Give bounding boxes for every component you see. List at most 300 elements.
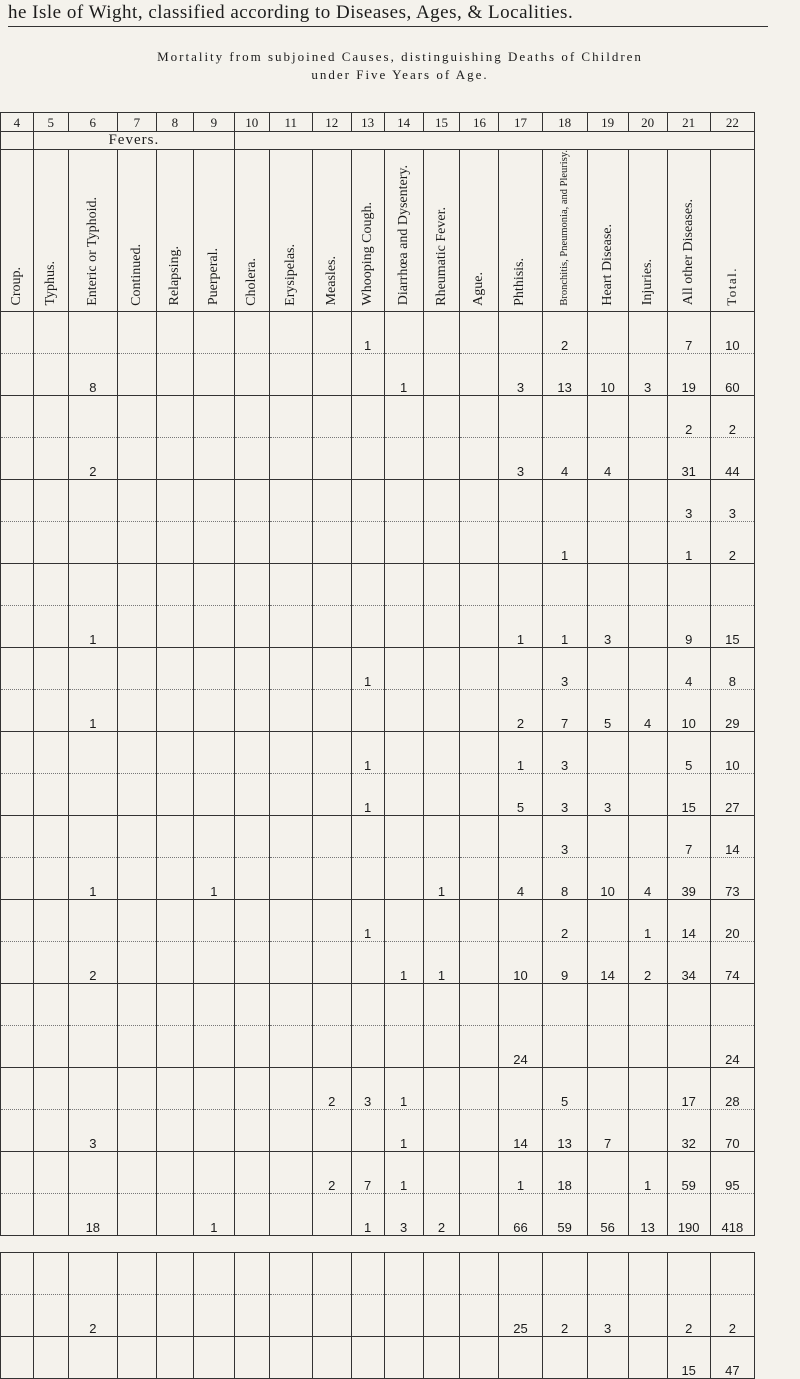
table-cell bbox=[460, 1067, 499, 1109]
table-cell bbox=[351, 1025, 384, 1067]
table-cell bbox=[193, 353, 234, 395]
table-cell bbox=[269, 479, 312, 521]
table-cell: 44 bbox=[710, 437, 754, 479]
table-cell bbox=[423, 1252, 460, 1294]
table-cell: 7 bbox=[587, 1109, 628, 1151]
table-cell: 8 bbox=[542, 857, 587, 899]
table-cell: 39 bbox=[667, 857, 710, 899]
table-cell bbox=[499, 1252, 542, 1294]
table-cell: 7 bbox=[667, 815, 710, 857]
table-cell bbox=[499, 563, 542, 605]
table-cell bbox=[193, 479, 234, 521]
table-cell bbox=[460, 857, 499, 899]
table-cell bbox=[312, 353, 351, 395]
column-number: 13 bbox=[351, 113, 384, 132]
fevers-header-row bbox=[1, 132, 755, 150]
table-cell bbox=[193, 605, 234, 647]
table-cell bbox=[460, 941, 499, 983]
table-cell bbox=[460, 605, 499, 647]
table-cell bbox=[156, 773, 193, 815]
table-cell bbox=[460, 647, 499, 689]
table-cell bbox=[312, 311, 351, 353]
table-cell bbox=[499, 899, 542, 941]
table-cell bbox=[193, 689, 234, 731]
table-cell bbox=[193, 983, 234, 1025]
table-cell bbox=[1, 647, 34, 689]
table-cell bbox=[384, 731, 423, 773]
table-cell: 1 bbox=[542, 605, 587, 647]
table-cell bbox=[156, 521, 193, 563]
table-cell bbox=[117, 857, 156, 899]
table-cell bbox=[1, 1252, 34, 1294]
table-cell bbox=[269, 1067, 312, 1109]
table-cell bbox=[33, 1294, 68, 1336]
column-header bbox=[710, 150, 754, 312]
page-title: he Isle of Wight, classified according to Diseases, Ages, & Localities. bbox=[8, 2, 768, 27]
table-cell bbox=[423, 437, 460, 479]
table-cell: 2 bbox=[68, 1294, 117, 1336]
table-cell bbox=[312, 1252, 351, 1294]
table-row bbox=[1, 731, 755, 773]
column-header-label: Enteric or Typhoid. bbox=[84, 196, 100, 306]
table-cell bbox=[156, 1025, 193, 1067]
table-cell bbox=[117, 1109, 156, 1151]
table-cell: 2 bbox=[710, 395, 754, 437]
table-cell bbox=[587, 899, 628, 941]
table-cell bbox=[460, 1193, 499, 1235]
table-cell: 24 bbox=[710, 1025, 754, 1067]
table-cell: 1 bbox=[423, 857, 460, 899]
table-cell bbox=[117, 605, 156, 647]
column-header-label: Injuries. bbox=[639, 259, 655, 306]
column-header bbox=[68, 150, 117, 312]
column-header-label: Croup. bbox=[8, 267, 24, 306]
table-row bbox=[1, 353, 755, 395]
table-cell bbox=[1, 1193, 34, 1235]
table-cell: 418 bbox=[710, 1193, 754, 1235]
table-cell bbox=[384, 437, 423, 479]
table-cell bbox=[499, 479, 542, 521]
table-cell bbox=[460, 1109, 499, 1151]
table-cell bbox=[193, 437, 234, 479]
table-cell bbox=[499, 311, 542, 353]
table-cell bbox=[117, 983, 156, 1025]
table-cell bbox=[1, 1294, 34, 1336]
column-header bbox=[156, 150, 193, 312]
page-subtitle bbox=[0, 48, 800, 84]
table-cell: 2 bbox=[68, 941, 117, 983]
table-cell bbox=[587, 1025, 628, 1067]
table-cell bbox=[710, 983, 754, 1025]
table-cell bbox=[234, 647, 269, 689]
column-number: 4 bbox=[1, 113, 34, 132]
column-header bbox=[351, 150, 384, 312]
subtitle-line-2: under Five Years of Age. bbox=[311, 67, 489, 82]
table-cell bbox=[68, 1025, 117, 1067]
table-cell bbox=[117, 437, 156, 479]
table-cell: 4 bbox=[542, 437, 587, 479]
fevers-spacer-right bbox=[234, 132, 754, 150]
column-number: 20 bbox=[628, 113, 667, 132]
table-cell bbox=[269, 605, 312, 647]
table-row bbox=[1, 395, 755, 437]
table-cell: 2 bbox=[312, 1067, 351, 1109]
table-cell: 1 bbox=[667, 521, 710, 563]
table-cell bbox=[667, 1025, 710, 1067]
table-cell bbox=[351, 983, 384, 1025]
table-cell bbox=[156, 1109, 193, 1151]
table-cell bbox=[269, 815, 312, 857]
table-cell: 10 bbox=[710, 311, 754, 353]
column-number: 10 bbox=[234, 113, 269, 132]
column-header bbox=[423, 150, 460, 312]
table-cell bbox=[312, 563, 351, 605]
subtitle-line-1: Mortality from subjoined Causes, distinguishing Deaths of Children bbox=[157, 49, 643, 64]
column-header bbox=[234, 150, 269, 312]
table-cell: 3 bbox=[587, 605, 628, 647]
table-cell bbox=[156, 647, 193, 689]
table-cell bbox=[384, 395, 423, 437]
table-cell: 1 bbox=[499, 605, 542, 647]
table-cell bbox=[269, 1151, 312, 1193]
table-cell bbox=[1, 899, 34, 941]
table-row bbox=[1, 1294, 755, 1336]
table-cell bbox=[628, 1336, 667, 1378]
table-cell bbox=[460, 899, 499, 941]
table-cell bbox=[156, 563, 193, 605]
table-cell: 13 bbox=[628, 1193, 667, 1235]
table-cell bbox=[234, 395, 269, 437]
table-cell bbox=[351, 395, 384, 437]
table-cell bbox=[499, 647, 542, 689]
table-cell bbox=[1, 689, 34, 731]
table-cell bbox=[423, 689, 460, 731]
table-cell bbox=[628, 731, 667, 773]
table-cell bbox=[193, 311, 234, 353]
table-cell bbox=[423, 731, 460, 773]
table-cell bbox=[628, 1294, 667, 1336]
table-cell: 4 bbox=[499, 857, 542, 899]
table-cell bbox=[33, 941, 68, 983]
table-body bbox=[1, 311, 755, 1378]
table-cell bbox=[312, 647, 351, 689]
table-cell: 74 bbox=[710, 941, 754, 983]
table-cell bbox=[33, 479, 68, 521]
table-cell: 15 bbox=[710, 605, 754, 647]
table-cell bbox=[1, 1025, 34, 1067]
column-header bbox=[117, 150, 156, 312]
table-cell bbox=[117, 1151, 156, 1193]
table-cell: 1 bbox=[351, 647, 384, 689]
table-cell bbox=[542, 1025, 587, 1067]
column-header-label: Total. bbox=[724, 266, 740, 306]
table-cell bbox=[542, 983, 587, 1025]
table-cell: 1 bbox=[193, 857, 234, 899]
table-cell bbox=[587, 1067, 628, 1109]
table-cell bbox=[269, 1025, 312, 1067]
table-cell: 3 bbox=[587, 1294, 628, 1336]
table-cell bbox=[628, 437, 667, 479]
table-cell bbox=[384, 857, 423, 899]
table-cell bbox=[193, 1067, 234, 1109]
table-cell bbox=[1, 479, 34, 521]
table-row bbox=[1, 311, 755, 353]
table-cell bbox=[460, 773, 499, 815]
table-cell: 9 bbox=[667, 605, 710, 647]
table-cell bbox=[156, 815, 193, 857]
table-cell bbox=[33, 647, 68, 689]
table-cell bbox=[384, 605, 423, 647]
column-header bbox=[667, 150, 710, 312]
table-cell bbox=[156, 311, 193, 353]
table-cell: 1 bbox=[351, 311, 384, 353]
table-cell bbox=[68, 521, 117, 563]
column-header bbox=[542, 150, 587, 312]
table-spacer-row bbox=[1, 1235, 755, 1252]
table-cell bbox=[33, 857, 68, 899]
table-cell bbox=[628, 1025, 667, 1067]
table-cell bbox=[423, 1109, 460, 1151]
table-cell bbox=[499, 983, 542, 1025]
table-cell bbox=[628, 311, 667, 353]
table-cell bbox=[710, 1252, 754, 1294]
table-cell bbox=[460, 1336, 499, 1378]
table-cell bbox=[628, 1109, 667, 1151]
table-cell bbox=[384, 773, 423, 815]
table-cell bbox=[384, 1252, 423, 1294]
table-cell bbox=[33, 983, 68, 1025]
table-cell: 3 bbox=[499, 353, 542, 395]
table-cell: 14 bbox=[499, 1109, 542, 1151]
table-cell: 5 bbox=[667, 731, 710, 773]
table-cell bbox=[117, 647, 156, 689]
table-cell: 1 bbox=[68, 689, 117, 731]
table-cell bbox=[351, 437, 384, 479]
column-header bbox=[1, 150, 34, 312]
table-cell bbox=[117, 1252, 156, 1294]
table-cell bbox=[33, 689, 68, 731]
table-cell bbox=[117, 1294, 156, 1336]
table-cell bbox=[117, 815, 156, 857]
table-cell bbox=[156, 899, 193, 941]
table-cell: 1 bbox=[628, 899, 667, 941]
column-header-label: Relapsing. bbox=[166, 246, 182, 306]
table-cell bbox=[234, 1025, 269, 1067]
table-cell: 20 bbox=[710, 899, 754, 941]
table-row bbox=[1, 605, 755, 647]
table-cell bbox=[33, 605, 68, 647]
table-cell bbox=[312, 1294, 351, 1336]
table-cell bbox=[460, 479, 499, 521]
table-cell bbox=[33, 1025, 68, 1067]
table-cell bbox=[33, 731, 68, 773]
table-cell bbox=[312, 605, 351, 647]
table-cell bbox=[628, 563, 667, 605]
table-cell bbox=[117, 395, 156, 437]
table-cell bbox=[423, 479, 460, 521]
column-header bbox=[312, 150, 351, 312]
table-cell bbox=[33, 395, 68, 437]
table-row bbox=[1, 1109, 755, 1151]
table-cell bbox=[587, 983, 628, 1025]
table-cell: 3 bbox=[68, 1109, 117, 1151]
table-cell bbox=[234, 353, 269, 395]
table-cell bbox=[33, 1109, 68, 1151]
table-cell: 56 bbox=[587, 1193, 628, 1235]
table-cell: 1 bbox=[68, 605, 117, 647]
table-cell bbox=[351, 563, 384, 605]
table-cell bbox=[460, 395, 499, 437]
table-cell bbox=[269, 773, 312, 815]
table-cell bbox=[117, 1067, 156, 1109]
table-cell bbox=[269, 1252, 312, 1294]
table-cell bbox=[312, 395, 351, 437]
table-cell: 29 bbox=[710, 689, 754, 731]
table-cell bbox=[1, 1067, 34, 1109]
table-cell bbox=[269, 1294, 312, 1336]
table-cell: 5 bbox=[587, 689, 628, 731]
table-cell: 1 bbox=[384, 353, 423, 395]
table-cell: 66 bbox=[499, 1193, 542, 1235]
table-row bbox=[1, 899, 755, 941]
table-cell bbox=[193, 395, 234, 437]
column-number: 11 bbox=[269, 113, 312, 132]
table-cell bbox=[423, 1067, 460, 1109]
table-cell bbox=[460, 983, 499, 1025]
table-cell bbox=[156, 479, 193, 521]
table-cell bbox=[269, 1336, 312, 1378]
column-number: 14 bbox=[384, 113, 423, 132]
table-row bbox=[1, 1025, 755, 1067]
table-cell: 1 bbox=[423, 941, 460, 983]
table-cell bbox=[423, 605, 460, 647]
table-cell bbox=[384, 563, 423, 605]
table-cell bbox=[117, 731, 156, 773]
table-cell bbox=[351, 353, 384, 395]
table-cell bbox=[423, 899, 460, 941]
table-cell bbox=[156, 353, 193, 395]
table-cell bbox=[628, 815, 667, 857]
table-cell bbox=[193, 647, 234, 689]
table-cell bbox=[351, 1109, 384, 1151]
table-cell bbox=[269, 689, 312, 731]
table-cell bbox=[1, 941, 34, 983]
table-cell bbox=[33, 563, 68, 605]
table-cell bbox=[384, 689, 423, 731]
table-cell bbox=[1, 1336, 34, 1378]
table-cell bbox=[423, 815, 460, 857]
table-cell bbox=[269, 647, 312, 689]
column-header-label: Cholera. bbox=[243, 257, 259, 306]
column-header bbox=[193, 150, 234, 312]
table-cell bbox=[234, 857, 269, 899]
table-cell bbox=[587, 311, 628, 353]
table-cell bbox=[499, 815, 542, 857]
table-cell: 10 bbox=[499, 941, 542, 983]
column-header-label: Measles. bbox=[323, 256, 339, 306]
table-cell bbox=[234, 1193, 269, 1235]
table-cell bbox=[542, 1252, 587, 1294]
fevers-group-label: Fevers. bbox=[33, 132, 234, 150]
table-cell: 7 bbox=[542, 689, 587, 731]
table-cell bbox=[423, 353, 460, 395]
table-cell bbox=[312, 1025, 351, 1067]
column-header bbox=[33, 150, 68, 312]
table-cell bbox=[68, 899, 117, 941]
column-header-label: Rheumatic Fever. bbox=[433, 206, 449, 306]
table-cell bbox=[234, 479, 269, 521]
table-cell bbox=[156, 689, 193, 731]
column-number: 15 bbox=[423, 113, 460, 132]
mortality-table bbox=[0, 112, 755, 1379]
table-cell: 1 bbox=[351, 773, 384, 815]
table-cell bbox=[351, 1336, 384, 1378]
table-cell bbox=[156, 1294, 193, 1336]
table-cell: 2 bbox=[68, 437, 117, 479]
table-cell bbox=[33, 353, 68, 395]
table-cell bbox=[193, 1025, 234, 1067]
column-header-label: Puerperal. bbox=[205, 248, 221, 306]
table-row bbox=[1, 647, 755, 689]
table-cell: 2 bbox=[628, 941, 667, 983]
table-cell bbox=[234, 437, 269, 479]
table-cell bbox=[1, 857, 34, 899]
table-row bbox=[1, 479, 755, 521]
column-header-label: Erysipelas. bbox=[282, 243, 298, 306]
table-cell bbox=[193, 815, 234, 857]
table-cell bbox=[628, 647, 667, 689]
table-cell bbox=[423, 521, 460, 563]
table-cell bbox=[117, 353, 156, 395]
table-cell bbox=[499, 1336, 542, 1378]
table-row bbox=[1, 941, 755, 983]
table-cell bbox=[628, 983, 667, 1025]
table-cell bbox=[269, 1109, 312, 1151]
table-cell bbox=[33, 899, 68, 941]
table-cell: 1 bbox=[193, 1193, 234, 1235]
table-cell: 5 bbox=[542, 1067, 587, 1109]
table-cell bbox=[234, 1252, 269, 1294]
table-cell bbox=[587, 1151, 628, 1193]
table-cell bbox=[423, 983, 460, 1025]
table-cell bbox=[156, 731, 193, 773]
table-cell bbox=[156, 437, 193, 479]
column-header bbox=[587, 150, 628, 312]
table-cell bbox=[423, 1294, 460, 1336]
column-header-label: Diarrhœa and Dysentery. bbox=[395, 165, 411, 306]
table-cell: 3 bbox=[542, 731, 587, 773]
table-cell: 59 bbox=[542, 1193, 587, 1235]
table-cell bbox=[156, 1067, 193, 1109]
column-header bbox=[269, 150, 312, 312]
table-cell bbox=[117, 311, 156, 353]
table-cell bbox=[193, 521, 234, 563]
table-cell: 4 bbox=[587, 437, 628, 479]
table-cell: 8 bbox=[68, 353, 117, 395]
table-cell: 3 bbox=[628, 353, 667, 395]
table-cell bbox=[587, 1252, 628, 1294]
table-cell: 3 bbox=[351, 1067, 384, 1109]
column-number-row bbox=[1, 113, 755, 132]
table-cell bbox=[193, 773, 234, 815]
table-cell bbox=[460, 815, 499, 857]
table-cell bbox=[234, 689, 269, 731]
table-cell bbox=[542, 563, 587, 605]
table-cell bbox=[423, 1025, 460, 1067]
table-cell bbox=[312, 731, 351, 773]
table-cell: 15 bbox=[667, 1336, 710, 1378]
table-cell bbox=[156, 1252, 193, 1294]
